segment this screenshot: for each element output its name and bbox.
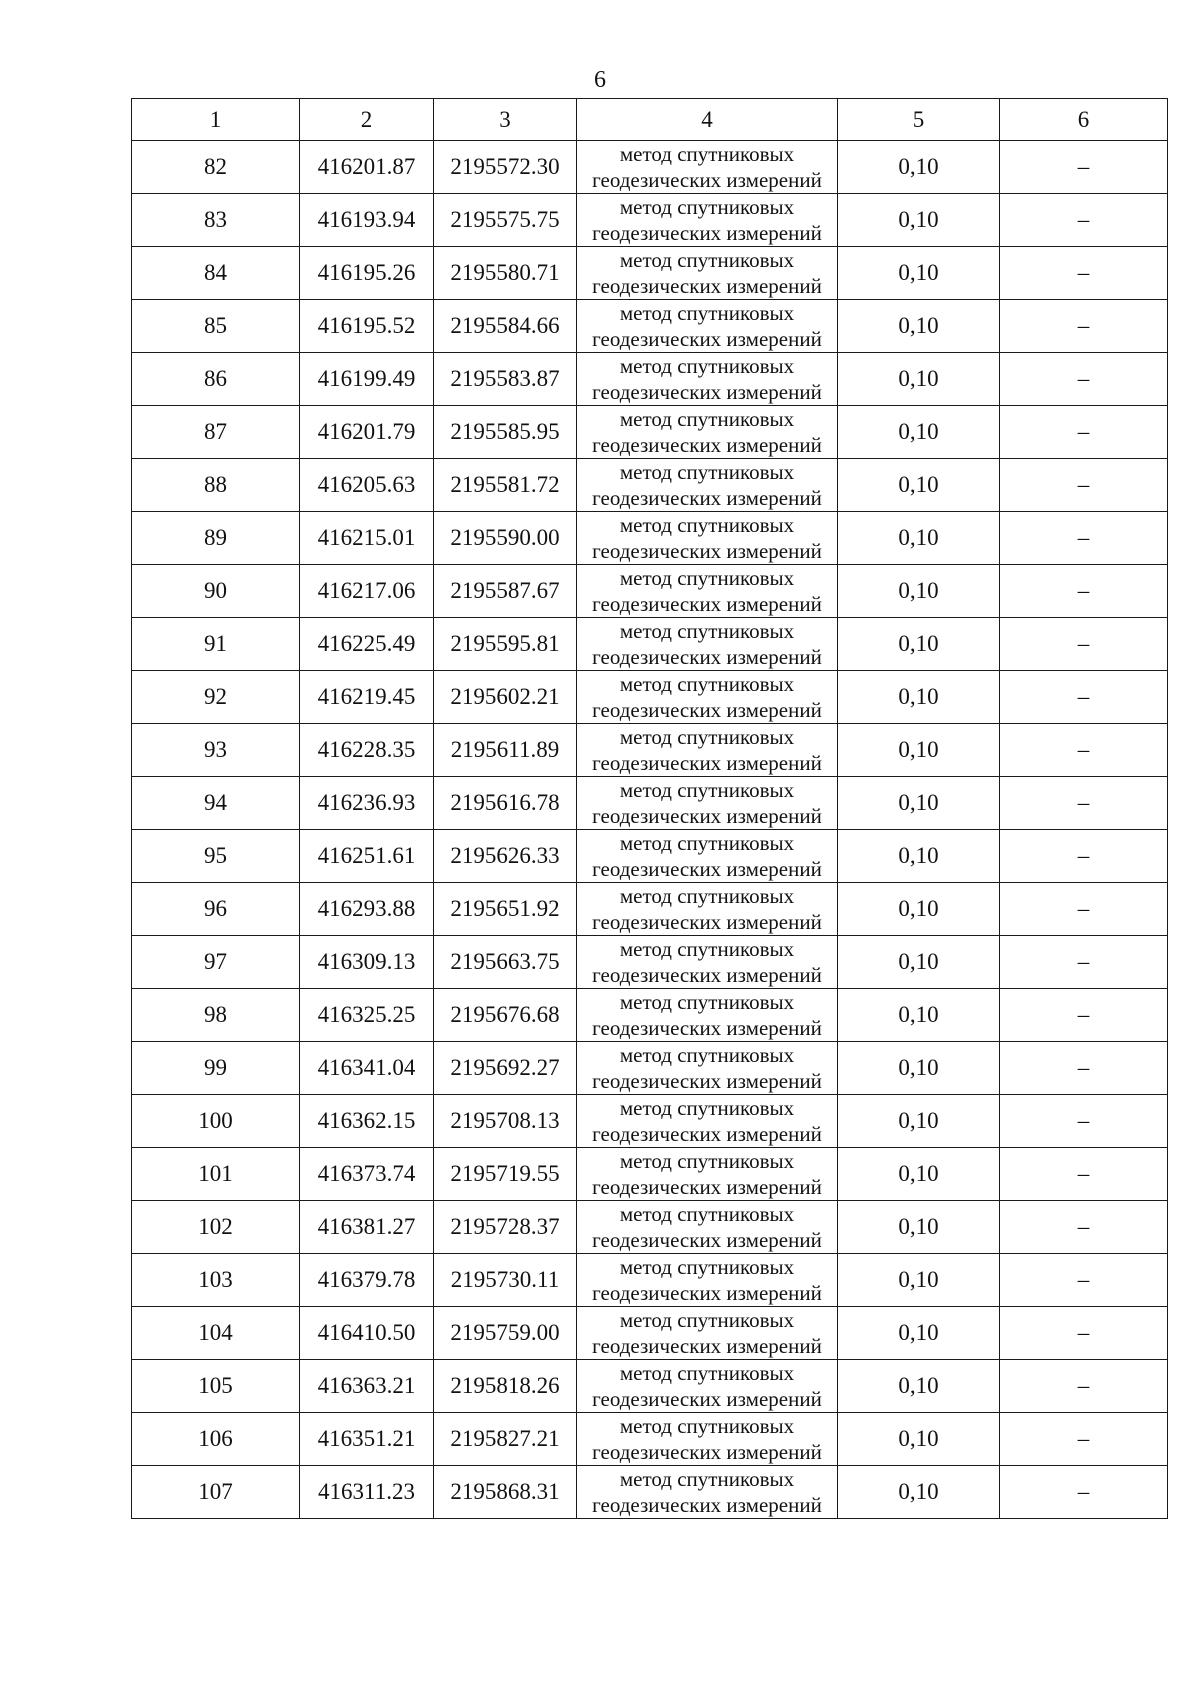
method-line-2: геодезических измерений [592, 910, 822, 934]
method-cell [577, 247, 838, 300]
accuracy-cell: 0,10 [838, 883, 1000, 936]
method-line-2: геодезических измерений [592, 963, 822, 987]
point-number-cell: 89 [132, 512, 300, 565]
point-number-cell: 82 [132, 141, 300, 194]
table-header [132, 99, 1168, 141]
accuracy-cell: 0,10 [838, 459, 1000, 512]
method-line-1: метод спутниковых [619, 460, 795, 484]
table-row [132, 989, 1168, 1042]
table-body [132, 141, 1168, 1519]
table-row [132, 1254, 1168, 1307]
method-cell [577, 671, 838, 724]
x-coordinate-cell: 416225.49 [300, 618, 434, 671]
method-line-1: метод спутниковых [619, 1149, 795, 1173]
description-cell: – [1000, 1466, 1168, 1519]
method-line-2: геодезических измерений [592, 380, 822, 404]
description-cell: – [1000, 1360, 1168, 1413]
method-line-1: метод спутниковых [619, 195, 795, 219]
page-number: 6 [594, 67, 606, 93]
table-row [132, 247, 1168, 300]
accuracy-cell: 0,10 [838, 618, 1000, 671]
point-number-cell: 93 [132, 724, 300, 777]
table-row [132, 777, 1168, 830]
accuracy-cell: 0,10 [838, 777, 1000, 830]
point-number-cell: 85 [132, 300, 300, 353]
accuracy-cell: 0,10 [838, 1307, 1000, 1360]
x-coordinate-cell: 416205.63 [300, 459, 434, 512]
accuracy-cell: 0,10 [838, 830, 1000, 883]
method-line-2: геодезических измерений [592, 1440, 822, 1464]
x-coordinate-cell: 416311.23 [300, 1466, 434, 1519]
method-line-1: метод спутниковых [619, 990, 795, 1014]
method-cell [577, 300, 838, 353]
x-coordinate-cell: 416373.74 [300, 1148, 434, 1201]
table-row [132, 1413, 1168, 1466]
accuracy-cell: 0,10 [838, 724, 1000, 777]
table-row [132, 300, 1168, 353]
header-row [132, 99, 1168, 141]
method-line-1: метод спутниковых [619, 248, 795, 272]
point-number-cell: 88 [132, 459, 300, 512]
method-line-2: геодезических измерений [592, 327, 822, 351]
point-number-cell: 99 [132, 1042, 300, 1095]
method-cell [577, 1201, 838, 1254]
y-coordinate-cell: 2195587.67 [434, 565, 577, 618]
point-number-cell: 95 [132, 830, 300, 883]
accuracy-cell: 0,10 [838, 353, 1000, 406]
accuracy-cell: 0,10 [838, 141, 1000, 194]
x-coordinate-cell: 416351.21 [300, 1413, 434, 1466]
method-cell [577, 353, 838, 406]
x-coordinate-cell: 416362.15 [300, 1095, 434, 1148]
table-row [132, 459, 1168, 512]
accuracy-cell: 0,10 [838, 1042, 1000, 1095]
method-line-1: метод спутниковых [619, 407, 795, 431]
accuracy-cell: 0,10 [838, 936, 1000, 989]
description-cell: – [1000, 830, 1168, 883]
column-header-3: 3 [434, 99, 577, 141]
column-header-2: 2 [300, 99, 434, 141]
y-coordinate-cell: 2195575.75 [434, 194, 577, 247]
description-cell: – [1000, 353, 1168, 406]
method-line-2: геодезических измерений [592, 592, 822, 616]
method-cell [577, 406, 838, 459]
table-row [132, 724, 1168, 777]
y-coordinate-cell: 2195585.95 [434, 406, 577, 459]
accuracy-cell: 0,10 [838, 1466, 1000, 1519]
y-coordinate-cell: 2195708.13 [434, 1095, 577, 1148]
method-cell [577, 724, 838, 777]
method-cell [577, 1148, 838, 1201]
description-cell: – [1000, 406, 1168, 459]
table-row [132, 883, 1168, 936]
table-row [132, 671, 1168, 724]
accuracy-cell: 0,10 [838, 300, 1000, 353]
method-cell [577, 141, 838, 194]
method-line-2: геодезических измерений [592, 1069, 822, 1093]
method-line-2: геодезических измерений [592, 698, 822, 722]
x-coordinate-cell: 416215.01 [300, 512, 434, 565]
method-line-1: метод спутниковых [619, 672, 795, 696]
y-coordinate-cell: 2195580.71 [434, 247, 577, 300]
description-cell: – [1000, 300, 1168, 353]
x-coordinate-cell: 416325.25 [300, 989, 434, 1042]
description-cell: – [1000, 989, 1168, 1042]
table-row [132, 1201, 1168, 1254]
accuracy-cell: 0,10 [838, 1201, 1000, 1254]
accuracy-cell: 0,10 [838, 565, 1000, 618]
table-row [132, 406, 1168, 459]
x-coordinate-cell: 416193.94 [300, 194, 434, 247]
method-cell [577, 618, 838, 671]
y-coordinate-cell: 2195581.72 [434, 459, 577, 512]
y-coordinate-cell: 2195827.21 [434, 1413, 577, 1466]
x-coordinate-cell: 416228.35 [300, 724, 434, 777]
x-coordinate-cell: 416201.79 [300, 406, 434, 459]
column-header-4: 4 [577, 99, 838, 141]
method-cell [577, 936, 838, 989]
method-cell [577, 1095, 838, 1148]
description-cell: – [1000, 1042, 1168, 1095]
x-coordinate-cell: 416309.13 [300, 936, 434, 989]
point-number-cell: 91 [132, 618, 300, 671]
method-cell [577, 1307, 838, 1360]
description-cell: – [1000, 565, 1168, 618]
table-row [132, 194, 1168, 247]
description-cell: – [1000, 936, 1168, 989]
point-number-cell: 106 [132, 1413, 300, 1466]
x-coordinate-cell: 416199.49 [300, 353, 434, 406]
method-line-2: геодезических измерений [592, 1122, 822, 1146]
table-row [132, 565, 1168, 618]
table-row [132, 1042, 1168, 1095]
point-number-cell: 102 [132, 1201, 300, 1254]
table-row [132, 1466, 1168, 1519]
method-line-1: метод спутниковых [619, 1414, 795, 1438]
table-row [132, 618, 1168, 671]
method-cell [577, 883, 838, 936]
y-coordinate-cell: 2195651.92 [434, 883, 577, 936]
column-header-6: 6 [1000, 99, 1168, 141]
x-coordinate-cell: 416363.21 [300, 1360, 434, 1413]
y-coordinate-cell: 2195584.66 [434, 300, 577, 353]
method-line-1: метод спутниковых [619, 1255, 795, 1279]
description-cell: – [1000, 141, 1168, 194]
description-cell: – [1000, 724, 1168, 777]
point-number-cell: 98 [132, 989, 300, 1042]
method-line-2: геодезических измерений [592, 1016, 822, 1040]
description-cell: – [1000, 1307, 1168, 1360]
method-cell [577, 565, 838, 618]
method-line-1: метод спутниковых [619, 1361, 795, 1385]
y-coordinate-cell: 2195572.30 [434, 141, 577, 194]
description-cell: – [1000, 618, 1168, 671]
column-header-5: 5 [838, 99, 1000, 141]
y-coordinate-cell: 2195692.27 [434, 1042, 577, 1095]
point-number-cell: 103 [132, 1254, 300, 1307]
description-cell: – [1000, 459, 1168, 512]
method-cell [577, 1042, 838, 1095]
x-coordinate-cell: 416293.88 [300, 883, 434, 936]
method-line-2: геодезических измерений [592, 1387, 822, 1411]
accuracy-cell: 0,10 [838, 1413, 1000, 1466]
table-row [132, 830, 1168, 883]
method-line-1: метод спутниковых [619, 1096, 795, 1120]
accuracy-cell: 0,10 [838, 1360, 1000, 1413]
method-line-1: метод спутниковых [619, 937, 795, 961]
method-line-2: геодезических измерений [592, 751, 822, 775]
method-line-2: геодезических измерений [592, 486, 822, 510]
x-coordinate-cell: 416251.61 [300, 830, 434, 883]
method-line-1: метод спутниковых [619, 725, 795, 749]
y-coordinate-cell: 2195590.00 [434, 512, 577, 565]
y-coordinate-cell: 2195611.89 [434, 724, 577, 777]
accuracy-cell: 0,10 [838, 1254, 1000, 1307]
method-line-1: метод спутниковых [619, 831, 795, 855]
y-coordinate-cell: 2195719.55 [434, 1148, 577, 1201]
y-coordinate-cell: 2195602.21 [434, 671, 577, 724]
y-coordinate-cell: 2195595.81 [434, 618, 577, 671]
method-line-2: геодезических измерений [592, 433, 822, 457]
point-number-cell: 105 [132, 1360, 300, 1413]
x-coordinate-cell: 416410.50 [300, 1307, 434, 1360]
table-row [132, 1360, 1168, 1413]
method-line-1: метод спутниковых [619, 301, 795, 325]
method-line-1: метод спутниковых [619, 1043, 795, 1067]
x-coordinate-cell: 416201.87 [300, 141, 434, 194]
method-line-2: геодезических измерений [592, 1493, 822, 1517]
method-line-1: метод спутниковых [619, 1308, 795, 1332]
method-line-2: геодезических измерений [592, 857, 822, 881]
method-line-2: геодезических измерений [592, 1334, 822, 1358]
point-number-cell: 101 [132, 1148, 300, 1201]
x-coordinate-cell: 416195.26 [300, 247, 434, 300]
method-line-1: метод спутниковых [619, 778, 795, 802]
method-cell [577, 194, 838, 247]
description-cell: – [1000, 1413, 1168, 1466]
accuracy-cell: 0,10 [838, 512, 1000, 565]
method-line-2: геодезических измерений [592, 168, 822, 192]
method-line-2: геодезических измерений [592, 1175, 822, 1199]
method-cell [577, 830, 838, 883]
description-cell: – [1000, 194, 1168, 247]
method-cell [577, 1466, 838, 1519]
method-line-1: метод спутниковых [619, 513, 795, 537]
method-cell [577, 1360, 838, 1413]
point-number-cell: 86 [132, 353, 300, 406]
method-line-1: метод спутниковых [619, 619, 795, 643]
point-number-cell: 96 [132, 883, 300, 936]
y-coordinate-cell: 2195730.11 [434, 1254, 577, 1307]
x-coordinate-cell: 416379.78 [300, 1254, 434, 1307]
x-coordinate-cell: 416219.45 [300, 671, 434, 724]
point-number-cell: 90 [132, 565, 300, 618]
point-number-cell: 83 [132, 194, 300, 247]
y-coordinate-cell: 2195868.31 [434, 1466, 577, 1519]
y-coordinate-cell: 2195583.87 [434, 353, 577, 406]
y-coordinate-cell: 2195759.00 [434, 1307, 577, 1360]
x-coordinate-cell: 416381.27 [300, 1201, 434, 1254]
x-coordinate-cell: 416341.04 [300, 1042, 434, 1095]
y-coordinate-cell: 2195626.33 [434, 830, 577, 883]
description-cell: – [1000, 1201, 1168, 1254]
description-cell: – [1000, 1095, 1168, 1148]
table-row [132, 1095, 1168, 1148]
description-cell: – [1000, 883, 1168, 936]
column-header-1: 1 [132, 99, 300, 141]
method-line-2: геодезических измерений [592, 539, 822, 563]
table-row [132, 512, 1168, 565]
point-number-cell: 104 [132, 1307, 300, 1360]
method-cell [577, 1413, 838, 1466]
method-line-1: метод спутниковых [619, 142, 795, 166]
description-cell: – [1000, 671, 1168, 724]
table-row [132, 1307, 1168, 1360]
method-line-1: метод спутниковых [619, 1467, 795, 1491]
method-cell [577, 512, 838, 565]
table-row [132, 141, 1168, 194]
point-number-cell: 107 [132, 1466, 300, 1519]
point-number-cell: 100 [132, 1095, 300, 1148]
method-cell [577, 1254, 838, 1307]
method-cell [577, 459, 838, 512]
description-cell: – [1000, 777, 1168, 830]
method-line-2: геодезических измерений [592, 221, 822, 245]
coordinates-table [131, 98, 1168, 1519]
accuracy-cell: 0,10 [838, 1148, 1000, 1201]
method-line-1: метод спутниковых [619, 884, 795, 908]
y-coordinate-cell: 2195728.37 [434, 1201, 577, 1254]
point-number-cell: 87 [132, 406, 300, 459]
method-line-1: метод спутниковых [619, 354, 795, 378]
table-row [132, 1148, 1168, 1201]
point-number-cell: 97 [132, 936, 300, 989]
description-cell: – [1000, 512, 1168, 565]
table-row [132, 353, 1168, 406]
accuracy-cell: 0,10 [838, 247, 1000, 300]
method-line-2: геодезических измерений [592, 274, 822, 298]
y-coordinate-cell: 2195818.26 [434, 1360, 577, 1413]
x-coordinate-cell: 416195.52 [300, 300, 434, 353]
method-line-2: геодезических измерений [592, 1228, 822, 1252]
method-line-1: метод спутниковых [619, 1202, 795, 1226]
y-coordinate-cell: 2195616.78 [434, 777, 577, 830]
accuracy-cell: 0,10 [838, 1095, 1000, 1148]
table-row [132, 936, 1168, 989]
description-cell: – [1000, 1254, 1168, 1307]
y-coordinate-cell: 2195663.75 [434, 936, 577, 989]
description-cell: – [1000, 1148, 1168, 1201]
point-number-cell: 84 [132, 247, 300, 300]
accuracy-cell: 0,10 [838, 989, 1000, 1042]
x-coordinate-cell: 416217.06 [300, 565, 434, 618]
method-line-1: метод спутниковых [619, 566, 795, 590]
accuracy-cell: 0,10 [838, 406, 1000, 459]
accuracy-cell: 0,10 [838, 194, 1000, 247]
method-cell [577, 989, 838, 1042]
method-line-2: геодезических измерений [592, 804, 822, 828]
description-cell: – [1000, 247, 1168, 300]
x-coordinate-cell: 416236.93 [300, 777, 434, 830]
y-coordinate-cell: 2195676.68 [434, 989, 577, 1042]
point-number-cell: 94 [132, 777, 300, 830]
accuracy-cell: 0,10 [838, 671, 1000, 724]
method-cell [577, 777, 838, 830]
method-line-2: геодезических измерений [592, 1281, 822, 1305]
method-line-2: геодезических измерений [592, 645, 822, 669]
point-number-cell: 92 [132, 671, 300, 724]
